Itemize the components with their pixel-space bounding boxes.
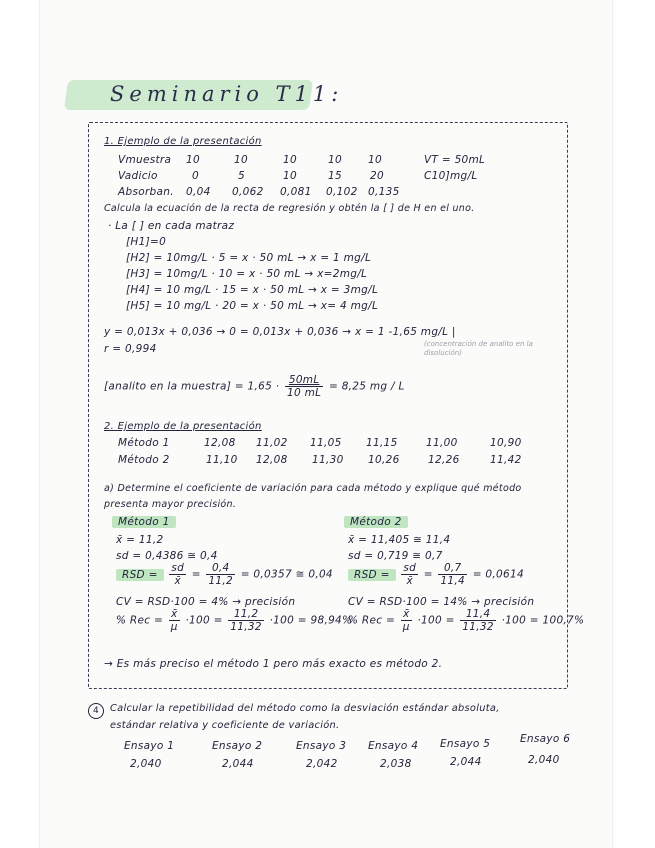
calc-line-2: [H2] = 10mg/L · 5 = x · 50 mL → x = 1 mg/L — [126, 252, 372, 264]
m1-v4: 11,15 — [366, 437, 398, 449]
m1-rsd-frac1 — [169, 562, 186, 587]
section2-heading: 2. Ejemplo de la presentación — [104, 421, 262, 432]
question-number-4: 4 — [88, 703, 104, 719]
metodo1-label: Método 1 — [118, 437, 170, 449]
m1-rec — [116, 608, 352, 633]
m2-cv: CV = RSD·100 = 14% → precisión — [348, 596, 535, 608]
ensayo-header-1: Ensayo 1 — [124, 740, 175, 752]
calc-line-1: [H1]=0 — [126, 236, 167, 248]
m1-rec-mid: ·100 = — [185, 614, 223, 627]
m1-v5: 11,00 — [426, 437, 458, 449]
m1-rsd-f2d: 11,2 — [208, 575, 234, 587]
m2-rec-frac2 — [460, 608, 496, 633]
ensayo-value-5: 2,044 — [450, 756, 482, 768]
vadicio-label: Vadicio — [118, 170, 158, 182]
abs-5: 0,135 — [368, 186, 400, 198]
m2-rsd-f1d: x̄ — [406, 575, 413, 587]
abs-3: 0,081 — [280, 186, 312, 198]
conclusion: → Es más preciso el método 1 pero más exacto es método 2. — [104, 658, 443, 670]
m1-sd: sd = 0,4386 ≅ 0,4 — [116, 550, 218, 562]
m2-rsd-f2d: 11,4 — [440, 575, 466, 587]
abs-2: 0,062 — [232, 186, 264, 198]
m1-rsd-frac2 — [206, 562, 235, 587]
final-result — [104, 374, 405, 399]
vmuestra-2: 10 — [234, 154, 248, 166]
calc-line-4: [H4] = 10 mg/L · 15 = x · 50 mL → x = 3mg/L — [126, 284, 379, 296]
final-num: 50mL — [285, 374, 323, 387]
final-den: 10 mL — [287, 387, 322, 399]
calc-line-3: [H3] = 10mg/L · 10 = x · 50 mL → x=2mg/L — [126, 268, 368, 280]
m1-rec-f2n: 11,2 — [228, 608, 264, 621]
m2-rec — [348, 608, 584, 633]
metodo1-title: Método 1 — [112, 516, 176, 528]
m2-rec-mid: ·100 = — [417, 614, 455, 627]
m2-rsd-f2n: 0,7 — [438, 562, 467, 575]
vmuestra-1: 10 — [186, 154, 200, 166]
ensayo-value-2: 2,044 — [222, 758, 254, 770]
m1-v1: 12,08 — [204, 437, 236, 449]
m1-rsd-result: = 0,0357 ≅ 0,04 — [240, 568, 333, 581]
question-a: a) Determine el coeficiente de variación para cada método y explique qué método — [104, 483, 522, 494]
m1-cv: CV = RSD·100 = 4% → precisión — [116, 596, 296, 608]
vadicio-1: 0 — [192, 170, 199, 182]
m2-rsd-label: RSD = — [348, 569, 396, 581]
m1-rec-label: % Rec = — [116, 614, 164, 627]
m2-v5: 12,26 — [428, 454, 460, 466]
ensayo-value-1: 2,040 — [130, 758, 162, 770]
section1-heading: 1. Ejemplo de la presentación — [104, 136, 262, 147]
calc-line-5: [H5] = 10 mg/L · 20 = x · 50 mL → x= 4 mg/L — [126, 300, 379, 312]
m2-rec-f1d: μ — [402, 621, 410, 633]
m2-rec-result: ·100 = 100,7% — [501, 614, 585, 627]
m2-v2: 12,08 — [256, 454, 288, 466]
m2-rsd-f1n: sd — [403, 562, 417, 574]
final-right: = 8,25 mg / L — [328, 380, 405, 393]
vmuestra-5: 10 — [368, 154, 382, 166]
m2-rec-f2n: 11,4 — [460, 608, 496, 621]
ensayo-header-3: Ensayo 3 — [296, 740, 347, 752]
m1-rec-f1d: μ — [170, 621, 178, 633]
ensayo-header-2: Ensayo 2 — [212, 740, 263, 752]
m1-rec-f2d: 11,32 — [230, 621, 262, 633]
m1-rec-result: ·100 = 98,94% — [269, 614, 353, 627]
vmuestra-4: 10 — [328, 154, 342, 166]
m2-rec-f2d: 11,32 — [462, 621, 494, 633]
m2-v4: 10,26 — [368, 454, 400, 466]
metodo2-title: Método 2 — [344, 516, 408, 528]
conc-label: C10]mg/L — [424, 170, 478, 182]
m2-rsd-frac1 — [401, 562, 418, 587]
m1-rsd: RSD = $\frac{sd}{x̄}$ = $\frac{0,4}{11,2}$ = 0,0357 ≅ 0,04 — [116, 562, 333, 587]
final-left: [analito en la muestra] = 1,65 · — [104, 380, 280, 393]
vmuestra-label: Vmuestra — [118, 154, 172, 166]
m2-rec-frac1 — [401, 608, 412, 633]
m1-rec-frac1 — [169, 608, 180, 633]
m1-v2: 11,02 — [256, 437, 288, 449]
m2-mean: x̄ = 11,405 ≅ 11,4 — [348, 534, 451, 546]
ensayo-header-5: Ensayo 5 — [440, 738, 491, 750]
question-a-cont: presenta mayor precisión. — [104, 499, 237, 510]
absorbancia-label: Absorban. — [118, 186, 174, 198]
m1-rsd-f1n: sd — [171, 562, 185, 574]
m1-v6: 10,90 — [490, 437, 522, 449]
vadicio-2: 5 — [238, 170, 245, 182]
abs-4: 0,102 — [326, 186, 358, 198]
question4-line2: estándar relativa y coeficiente de variación. — [110, 720, 340, 731]
ensayo-value-6: 2,040 — [528, 754, 560, 766]
sub-instruction: · La [ ] en cada matraz — [108, 220, 235, 232]
m2-sd: sd = 0,719 ≅ 0,7 — [348, 550, 443, 562]
m1-rsd-f2n: 0,4 — [206, 562, 235, 575]
vadicio-4: 15 — [328, 170, 342, 182]
final-fraction — [285, 374, 323, 399]
ensayo-header-4: Ensayo 4 — [368, 740, 419, 752]
ensayo-header-6: Ensayo 6 — [520, 733, 571, 745]
m1-rec-frac2 — [228, 608, 264, 633]
metodo2-label: Método 2 — [118, 454, 170, 466]
abs-1: 0,04 — [186, 186, 211, 198]
instruction-text: Calcula la ecuación de la recta de regresión y obtén la [ ] de H en el uno. — [104, 203, 475, 214]
m2-v1: 11,10 — [206, 454, 238, 466]
ensayo-value-4: 2,038 — [380, 758, 412, 770]
question4-line1: Calcular la repetibilidad del método como la desviación estándar absoluta, — [110, 703, 500, 714]
m1-mean: x̄ = 11,2 — [116, 534, 164, 546]
m2-rec-f1n: x̄ — [401, 608, 412, 621]
page-title: Seminario T11: — [110, 82, 344, 106]
regression-equation: y = 0,013x + 0,036 → 0 = 0,013x + 0,036 → x = 1 -1,65 mg/L | — [104, 326, 456, 338]
vt-label: VT = 50mL — [424, 154, 486, 166]
m2-rec-label: % Rec = — [348, 614, 396, 627]
margin-note: (concentración de analito en la disolución) — [424, 340, 533, 357]
vadicio-3: 10 — [283, 170, 297, 182]
m2-rsd-frac2 — [438, 562, 467, 587]
m1-rsd-label: RSD = — [116, 569, 164, 581]
vmuestra-3: 10 — [283, 154, 297, 166]
m2-v6: 11,42 — [490, 454, 522, 466]
vadicio-5: 20 — [370, 170, 384, 182]
r-value: r = 0,994 — [104, 343, 157, 355]
m2-v3: 11,30 — [312, 454, 344, 466]
m1-rec-f1n: x̄ — [169, 608, 180, 621]
m2-rsd: RSD = $\frac{sd}{x̄}$ = $\frac{0,7}{11,4}$ = 0,0614 — [348, 562, 524, 587]
m1-rsd-f1d: x̄ — [174, 575, 181, 587]
ensayo-value-3: 2,042 — [306, 758, 338, 770]
m2-rsd-result: = 0,0614 — [472, 568, 524, 581]
m1-v3: 11,05 — [310, 437, 342, 449]
